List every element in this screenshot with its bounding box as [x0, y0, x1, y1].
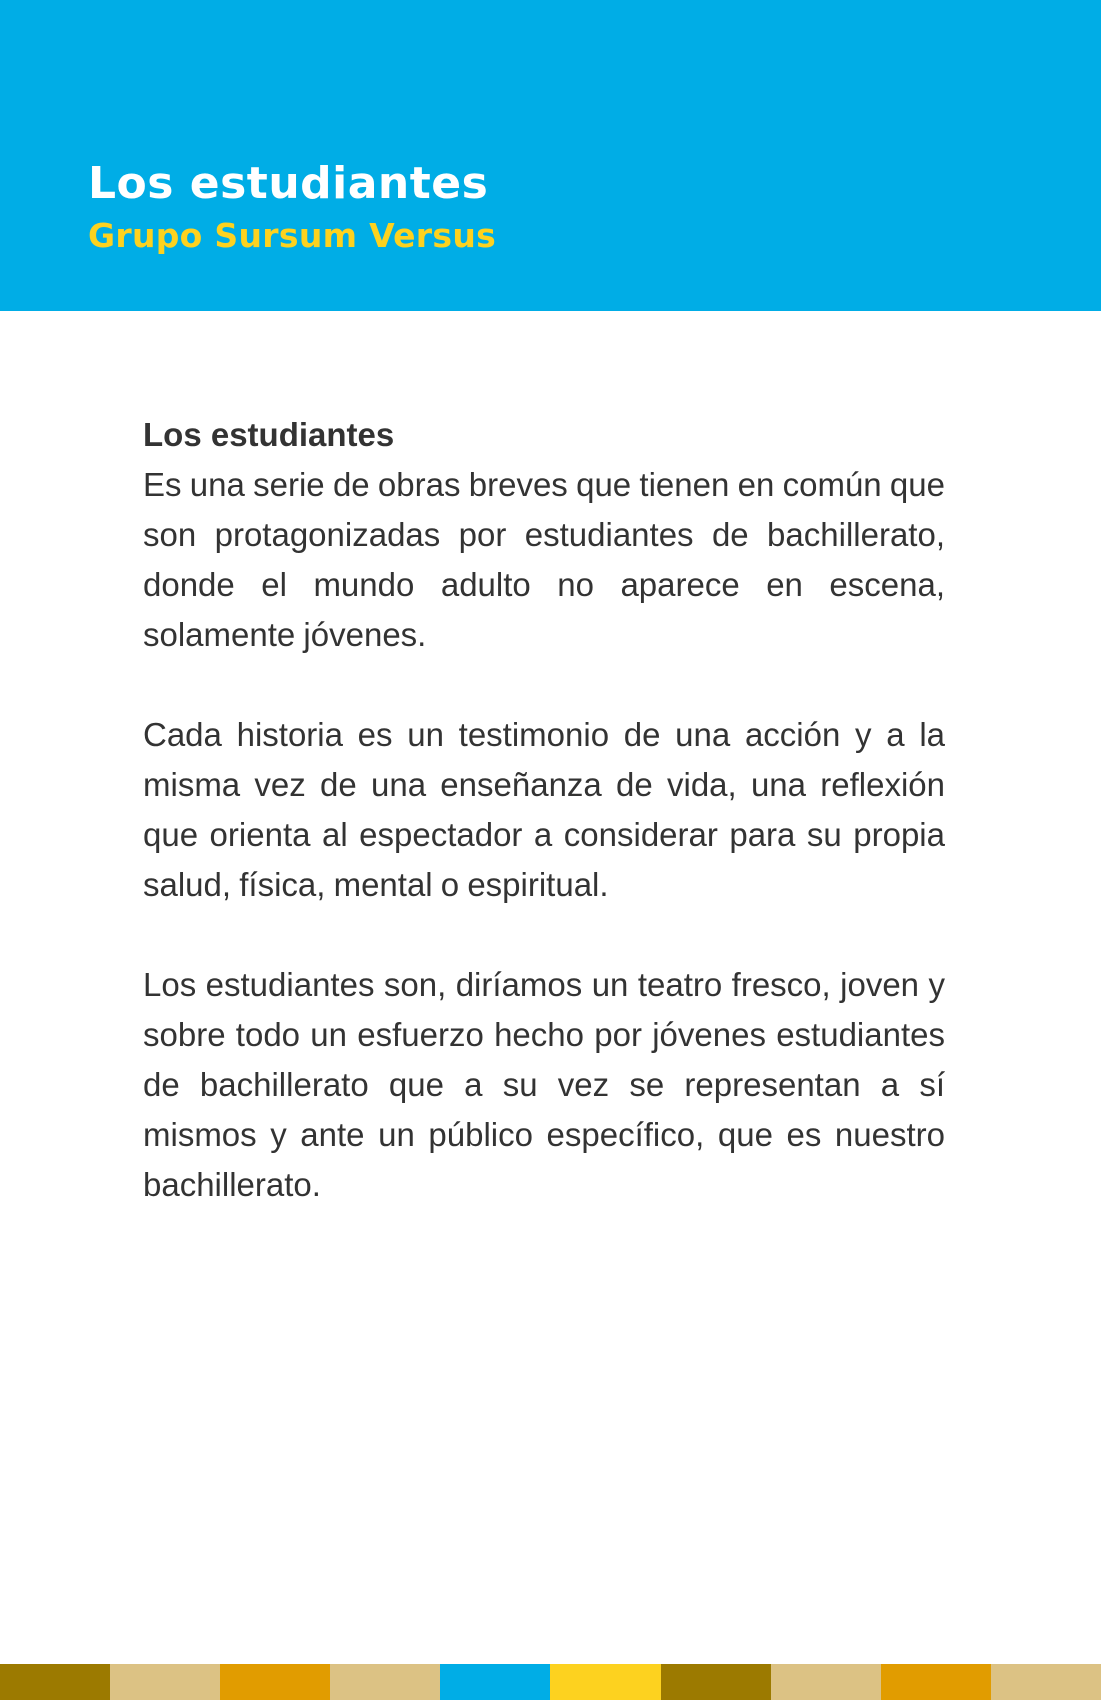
footer-stripe	[330, 1664, 440, 1700]
page-title: Los estudiantes	[88, 158, 489, 209]
paragraph-2: Cada historia es un testimonio de una acción y a la misma vez de una enseñanza de vida, una reflexión que orienta al espectador a considerar para su propia salud, física, mental o espiritual.	[143, 716, 945, 903]
footer-stripe	[661, 1664, 771, 1700]
footer-stripe	[220, 1664, 330, 1700]
footer-stripe	[0, 1664, 110, 1700]
footer-stripe	[881, 1664, 991, 1700]
page-subtitle: Grupo Sursum Versus	[88, 216, 497, 255]
paragraph-3: Los estudiantes son, diríamos un teatro fresco, joven y sobre todo un esfuerzo hecho por jóvenes estudiantes de bachillerato que a su vez se representan a sí mismos y ante un público específico, que es nuestro bachillerato.	[143, 966, 945, 1203]
footer-color-bar	[0, 1664, 1101, 1700]
footer-stripe	[110, 1664, 220, 1700]
header-banner	[0, 0, 1101, 311]
footer-stripe	[991, 1664, 1101, 1700]
footer-stripe	[440, 1664, 550, 1700]
footer-stripe	[550, 1664, 660, 1700]
section-heading: Los estudiantes	[143, 416, 395, 453]
body-content	[143, 410, 945, 1260]
paragraph-1: Es una serie de obras breves que tienen en común que son protagonizadas por estudiantes de bachillerato, donde el mundo adulto no aparece en escena, solamente jóvenes.	[143, 466, 945, 653]
footer-stripe	[771, 1664, 881, 1700]
